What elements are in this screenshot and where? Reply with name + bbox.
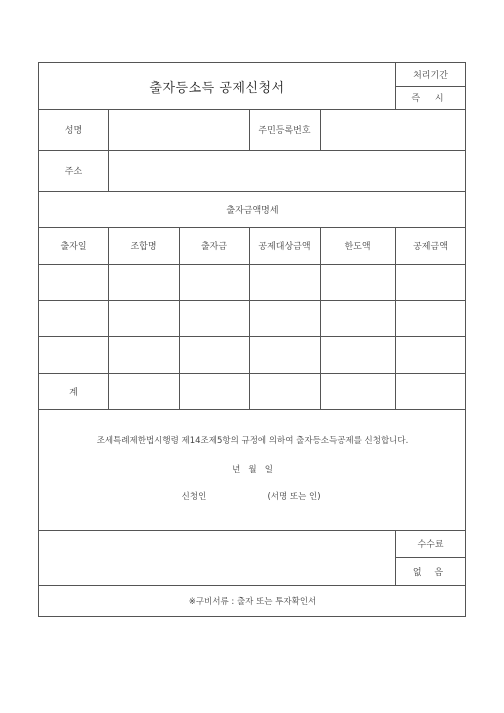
section-title: 출자금액명세 xyxy=(226,205,279,216)
name-label: 성명 xyxy=(64,126,83,136)
resident-number-field[interactable] xyxy=(320,109,466,150)
processing-period-value: 즉 시 xyxy=(411,94,450,104)
resident-number-label: 주민등록번호 xyxy=(258,126,311,136)
column-header: 출자일 xyxy=(60,242,87,252)
line xyxy=(39,409,466,410)
fee-label: 수수료 xyxy=(417,540,444,550)
column-header: 출자금 xyxy=(200,242,228,252)
applicant-label: 신청인 xyxy=(181,492,207,502)
footer-note: ※구비서류 : 출자 또는 투자확인서 xyxy=(188,597,317,607)
application-form xyxy=(38,62,466,617)
column-header: 공제대상금액 xyxy=(258,242,311,252)
column-header: 조합명 xyxy=(130,242,157,252)
total-label: 계 xyxy=(69,387,78,398)
signature-label: (서명 또는 인) xyxy=(267,492,321,502)
fee-value: 없 음 xyxy=(412,567,449,578)
statement-text: 조세특례제한법시행령 제14조제5항의 규정에 의하여 출자등소득공제를 신청합니다. xyxy=(96,436,409,446)
date-line: 년 월 일 xyxy=(232,465,273,475)
processing-period-label: 처리기간 xyxy=(413,71,448,81)
address-label: 주소 xyxy=(64,167,83,177)
column-header: 공제금액 xyxy=(413,242,448,252)
name-field[interactable] xyxy=(108,109,249,150)
line xyxy=(39,300,466,301)
line xyxy=(39,336,466,337)
column-header: 한도액 xyxy=(344,242,371,252)
form-title: 출자등소득 공제신청서 xyxy=(149,80,285,96)
address-field[interactable] xyxy=(108,150,466,191)
line xyxy=(39,264,466,265)
